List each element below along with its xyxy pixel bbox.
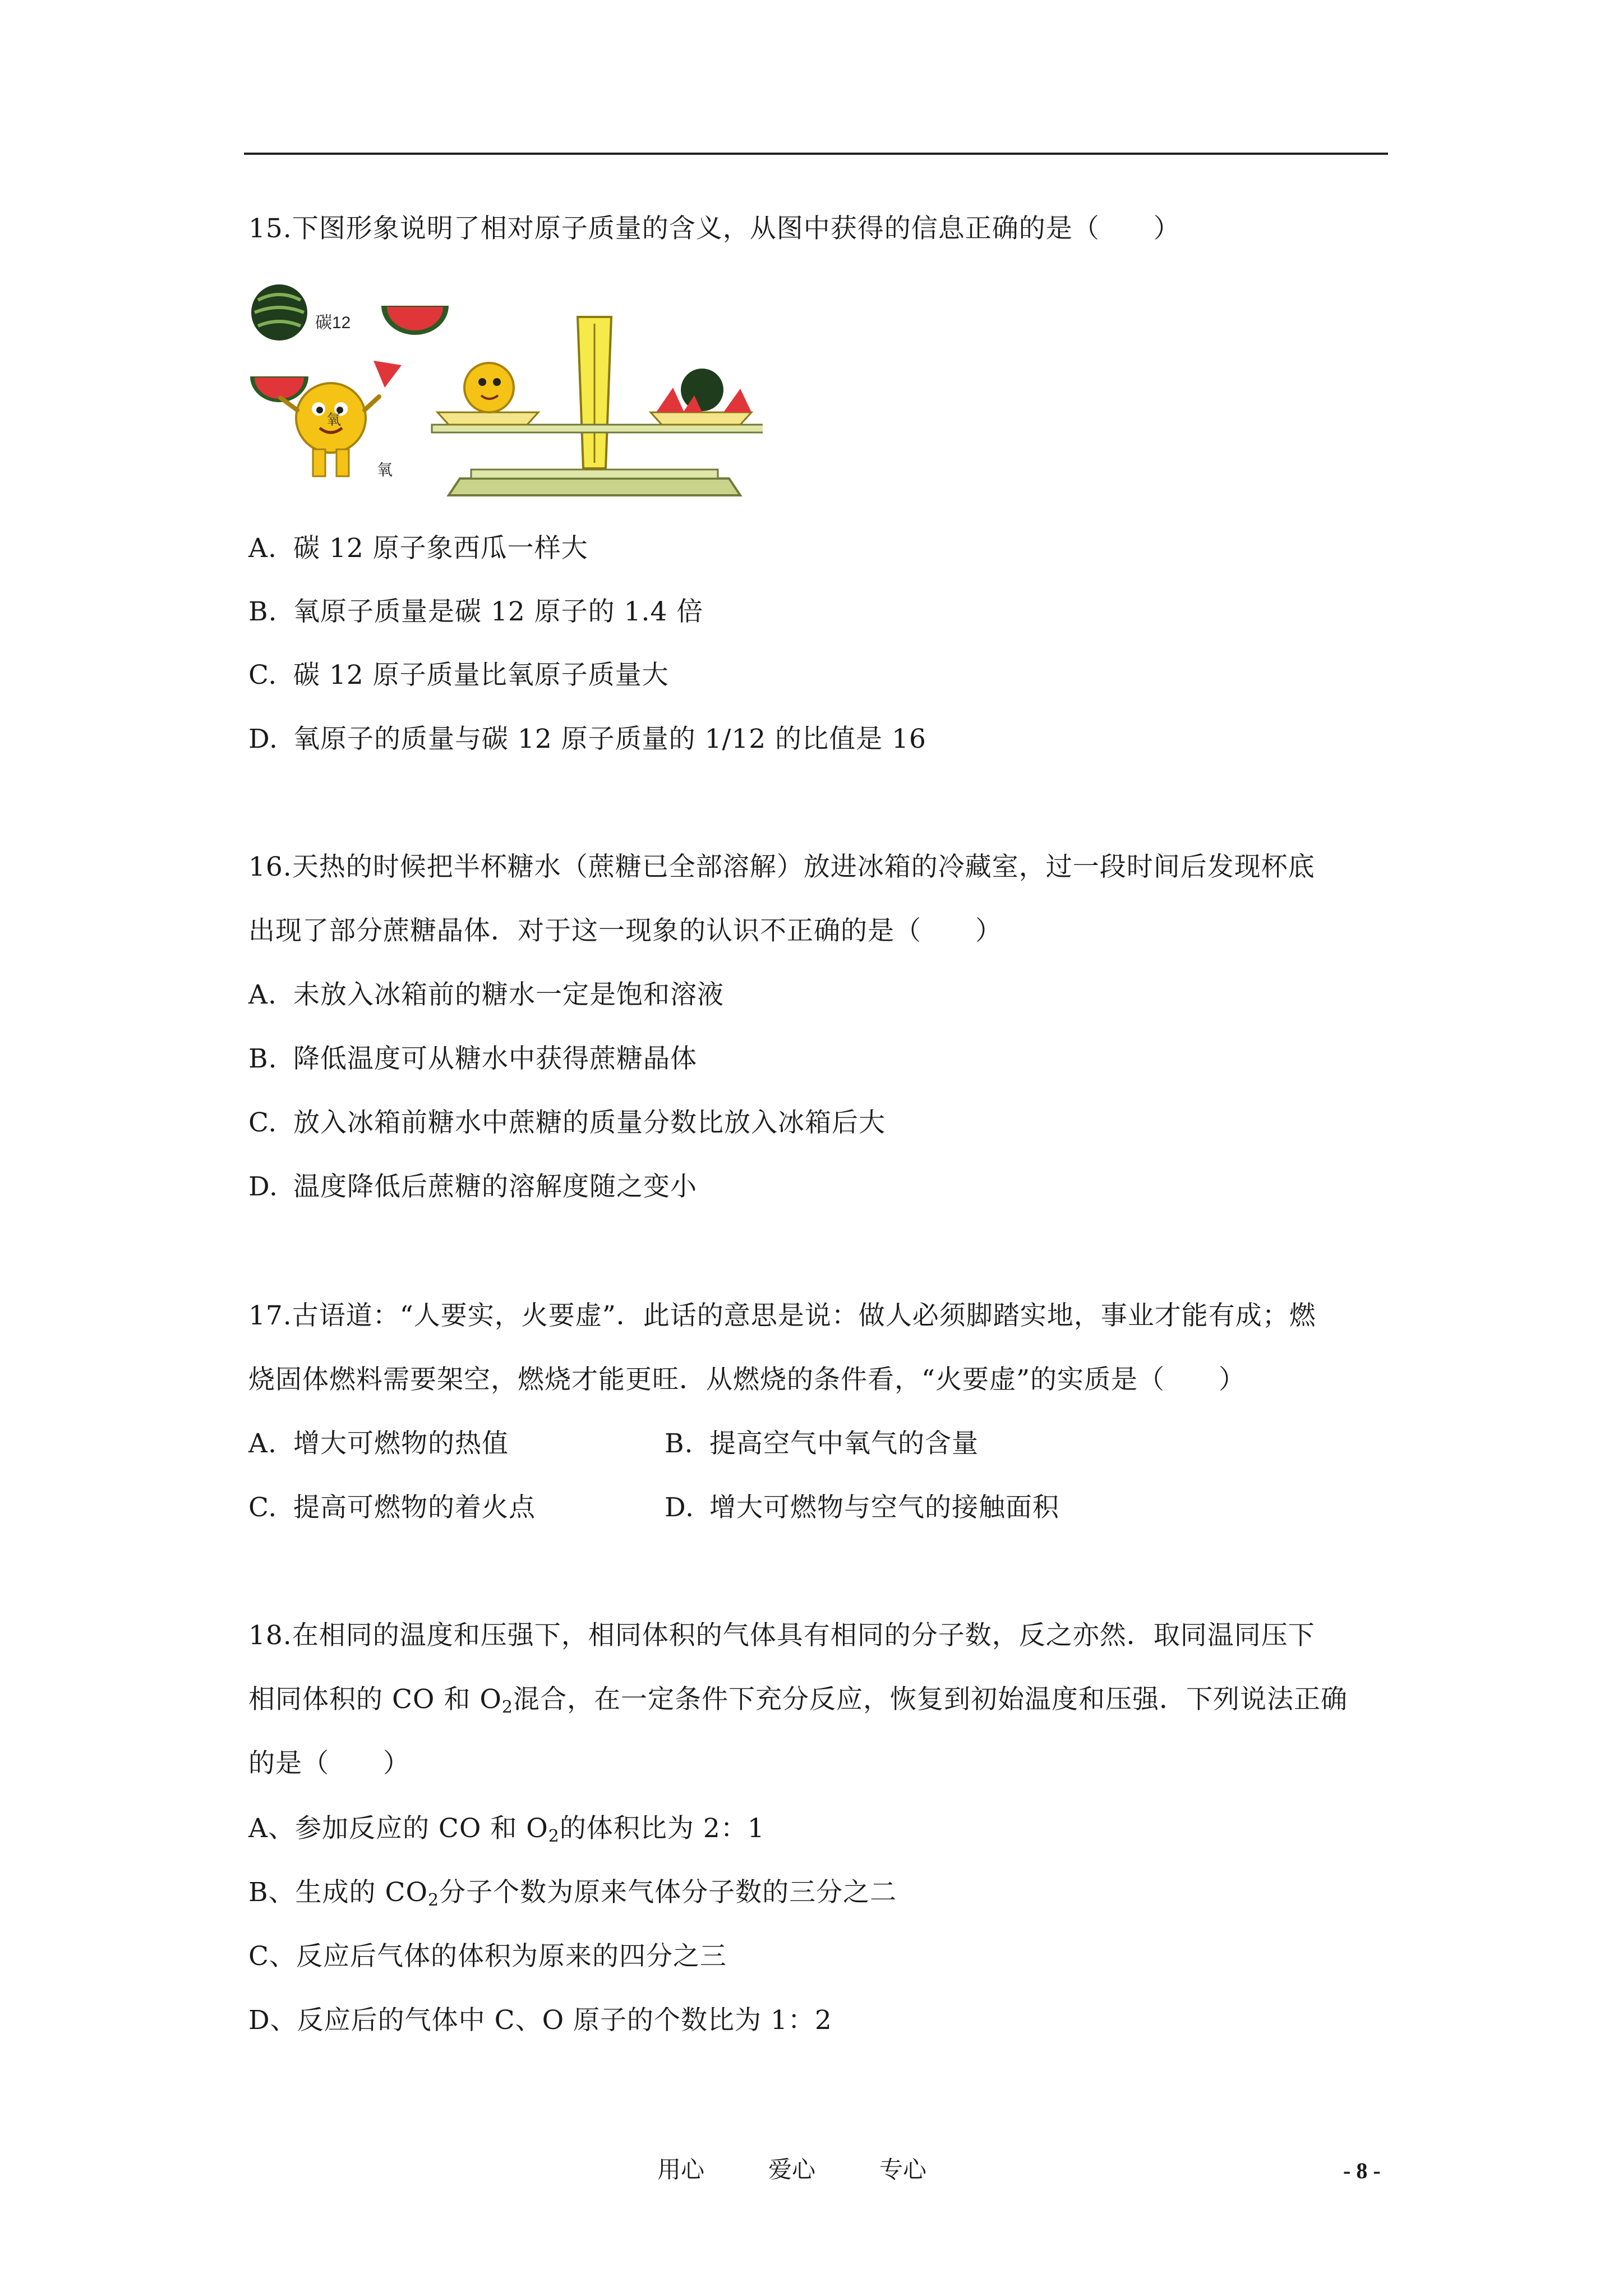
- q17-option-c: C. 提高可燃物的着火点: [248, 1492, 536, 1523]
- q18-stem-line2: 相同体积的 CO 和 $O_2$混合，在一定条件下充分反应，恢复到初始温度和压强．下列说法正确: [248, 1684, 1348, 1717]
- q15-stem: 15.下图形象说明了相对原子质量的含义，从图中获得的信息正确的是（ ）: [248, 213, 1181, 244]
- q15-option-c: C. 碳 12 原子质量比氧原子质量大: [248, 660, 669, 691]
- q17-stem-line2: 烧固体燃料需要架空，燃烧才能更旺．从燃烧的条件看，“火要虚”的实质是（ ）: [248, 1364, 1246, 1395]
- watermelon-whole-icon: [251, 284, 307, 341]
- q18-option-b: B、生成的 $CO_2$分子个数为原来气体分子数的三分之二: [248, 1877, 897, 1910]
- q16-option-d: D. 温度降低后蔗糖的溶解度随之变小: [248, 1171, 697, 1202]
- q15-option-d: D. 氧原子的质量与碳 12 原子质量的 1/12 的比值是 16: [248, 724, 926, 754]
- oxygen-body-label: 氧: [326, 411, 342, 428]
- q16-stem-line2: 出现了部分蔗糖晶体．对于这一现象的认识不正确的是（ ）: [248, 915, 1002, 946]
- watermelon-slice-icon: [374, 361, 402, 388]
- q18-stem-line1: 18.在相同的温度和压强下，相同体积的气体具有相同的分子数，反之亦然．取同温同压下: [248, 1620, 1315, 1651]
- footer-text-right: 专心: [879, 2156, 927, 2183]
- q18-option-d: D、反应后的气体中 C、O 原子的个数比为 1：2: [248, 2005, 832, 2036]
- q18-stem-line3: 的是（ ）: [248, 1748, 410, 1779]
- q17-option-b: B. 提高空气中氧气的含量: [665, 1428, 979, 1459]
- q15-option-a: A. 碳 12 原子象西瓜一样大: [248, 533, 588, 564]
- watermelon-half-icon: [381, 306, 449, 335]
- watermelon-on-pan-icon: [656, 369, 751, 412]
- footer-text-middle: 爱心: [768, 2156, 816, 2183]
- oxygen-side-label: 氧: [377, 461, 393, 478]
- q17-option-a: A. 增大可燃物的热值: [248, 1428, 509, 1459]
- q16-option-c: C. 放入冰箱前糖水中蔗糖的质量分数比放入冰箱后大: [248, 1107, 886, 1138]
- footer-text-left: 用心: [657, 2156, 705, 2183]
- q15-option-b: B. 氧原子质量是碳 12 原子的 1.4 倍: [248, 596, 704, 627]
- atomic-mass-illustration: [247, 278, 763, 502]
- q16-option-a: A. 未放入冰箱前的糖水一定是饱和溶液: [248, 979, 724, 1010]
- header-rule: [244, 153, 1388, 155]
- q17-stem-line1: 17.古语道：“人要实，火要虚”．此话的意思是说：做人必须脚踏实地，事业才能有成；燃: [248, 1300, 1316, 1331]
- oxygen-on-pan-icon: [464, 363, 514, 412]
- q17-option-d: D. 增大可燃物与空气的接触面积: [665, 1492, 1059, 1523]
- q18-option-a: A、参加反应的 CO 和 $O_2$的体积比为 2：1: [248, 1813, 765, 1846]
- q16-stem-line1: 16.天热的时候把半杯糖水（蔗糖已全部溶解）放进冰箱的冷藏室，过一段时间后发现杯底: [248, 852, 1315, 882]
- carbon12-label: 碳12: [315, 314, 351, 332]
- q16-option-b: B. 降低温度可从糖水中获得蔗糖晶体: [248, 1043, 697, 1074]
- page-number: - 8 -: [1343, 2158, 1381, 2183]
- q18-option-c: C、反应后气体的体积为原来的四分之三: [248, 1941, 727, 1972]
